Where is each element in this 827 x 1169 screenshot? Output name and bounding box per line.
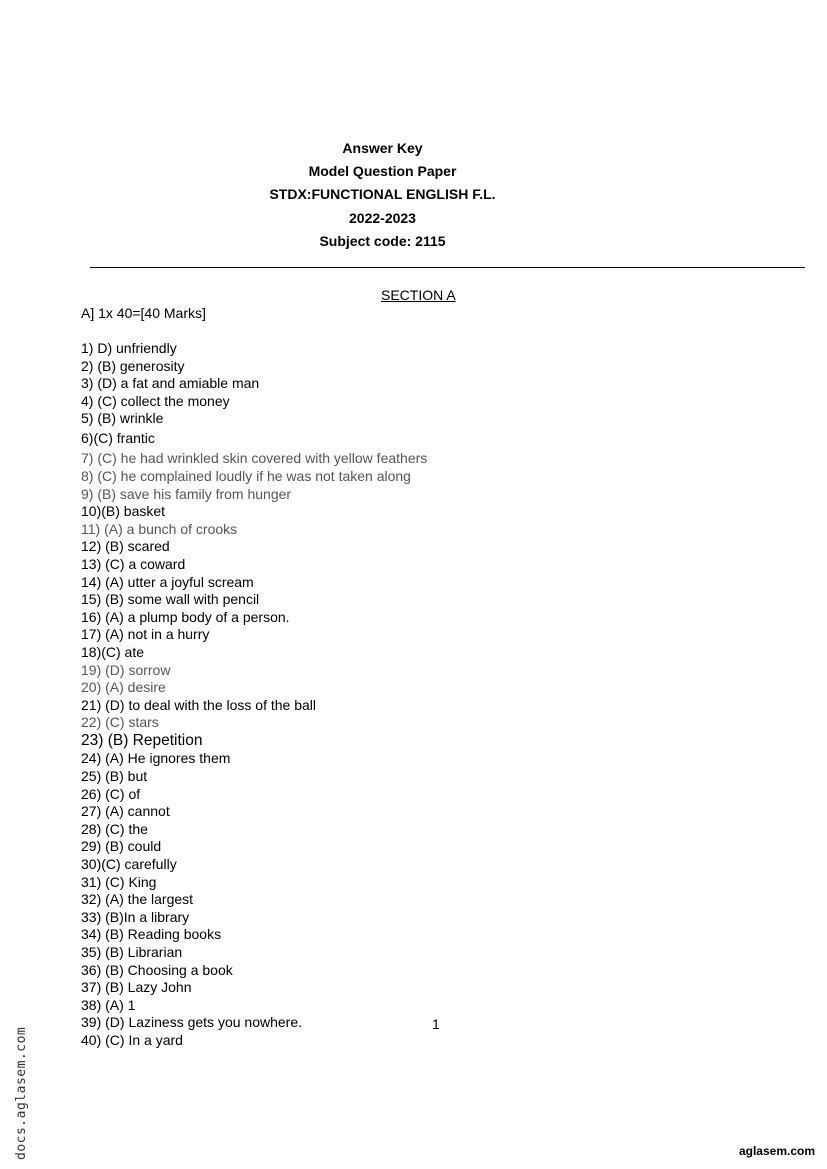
answer-item: 32) (A) the largest xyxy=(81,891,194,908)
answer-key-title: Answer Key xyxy=(342,140,423,156)
paper-title: Model Question Paper xyxy=(308,163,457,180)
answer-item: 1) D) unfriendly xyxy=(81,340,177,356)
subject-title: STDX:FUNCTIONAL ENGLISH F.L. xyxy=(269,186,496,203)
answer-item: 7) (C) he had wrinkled skin covered with yellow feathers xyxy=(81,449,428,466)
answer-item: 3) (D) a fat and amiable man xyxy=(81,375,260,392)
answer-item: 39) (D) Laziness gets you nowhere. xyxy=(81,1014,302,1031)
answer-item: 2) (B) generosity xyxy=(81,357,185,374)
answer-item: 4) (C) collect the money xyxy=(81,392,230,409)
answer-item: 17) (A) not in a hurry xyxy=(81,626,210,643)
answer-item: 22) (C) stars xyxy=(81,714,159,731)
horizontal-divider xyxy=(90,267,805,268)
answer-item: 19) (D) sorrow xyxy=(81,661,171,678)
answer-item: 24) (A) He ignores them xyxy=(81,750,231,767)
subject-code: Subject code: 2115 xyxy=(319,232,446,249)
answer-item: 21) (D) to deal with the loss of the ball xyxy=(81,696,317,713)
answer-item: 8) (C) he complained loudly if he was not taken along xyxy=(81,467,411,484)
document-header xyxy=(0,137,765,253)
answer-item: 34) (B) Reading books xyxy=(81,926,222,943)
answer-item: 35) (B) Librarian xyxy=(81,943,183,960)
answer-item: 33) (B)In a library xyxy=(81,908,190,925)
answer-item: 40) (C) In a yard xyxy=(81,1031,183,1048)
answer-item: 5) (B) wrinkle xyxy=(81,410,164,427)
answer-item: 6)(C) frantic xyxy=(81,429,155,446)
answer-list xyxy=(81,340,427,1049)
footer-brand: aglasem.com xyxy=(738,1144,815,1158)
answer-item: 13) (C) a coward xyxy=(81,555,186,572)
answer-item: 9) (B) save his family from hunger xyxy=(81,485,292,502)
answer-item: 18)(C) ate xyxy=(81,643,145,660)
answer-item: 11) (A) a bunch of crooks xyxy=(81,520,238,537)
answer-item: 25) (B) but xyxy=(81,767,148,784)
side-watermark: docs.aglasem.com xyxy=(14,1026,29,1160)
answer-item: 38) (A) 1 xyxy=(81,996,136,1013)
answer-item: 23) (B) Repetition xyxy=(81,731,203,749)
academic-year: 2022-2023 xyxy=(349,209,416,226)
answer-item: 15) (B) some wall with pencil xyxy=(81,591,260,608)
page-number: 1 xyxy=(432,1016,440,1032)
answer-item: 20) (A) desire xyxy=(81,679,166,696)
answer-item: 10)(B) basket xyxy=(81,503,166,520)
answer-item: 14) (A) utter a joyful scream xyxy=(81,573,254,590)
answer-item: 31) (C) King xyxy=(81,873,157,890)
answer-item: 36) (B) Choosing a book xyxy=(81,961,233,978)
section-heading: SECTION A xyxy=(381,287,456,303)
marks-line: A] 1x 40=[40 Marks] xyxy=(81,305,206,321)
answer-item: 30)(C) carefully xyxy=(81,855,177,872)
answer-item: 26) (C) of xyxy=(81,785,141,802)
answer-item: 12) (B) scared xyxy=(81,538,170,555)
answer-item: 27) (A) cannot xyxy=(81,803,170,820)
answer-item: 29) (B) could xyxy=(81,838,162,855)
answer-item: 16) (A) a plump body of a person. xyxy=(81,608,290,625)
answer-item: 28) (C) the xyxy=(81,820,148,837)
answer-item: 37) (B) Lazy John xyxy=(81,979,192,996)
